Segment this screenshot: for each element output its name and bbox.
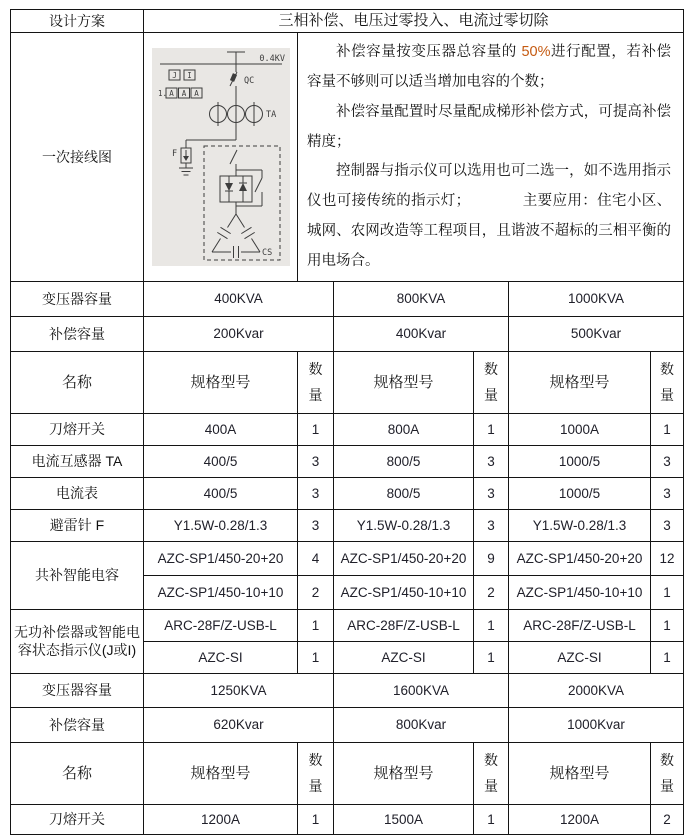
- qty-cell: 3: [651, 477, 684, 509]
- row-label: 无功补偿器或智能电容状态指示仪(J或I): [11, 609, 144, 673]
- spec-cell: ARC-28F/Z-USB-L: [334, 609, 474, 641]
- qty-cell: 12: [651, 541, 684, 575]
- name-header: 名称: [11, 742, 144, 804]
- qty-cell: 1: [298, 609, 334, 641]
- spec-cell: 400/5: [144, 477, 298, 509]
- note-highlight: 50%: [521, 44, 551, 60]
- qty-header-text: 数量: [660, 751, 675, 795]
- compensation-capacity-value: 800Kvar: [334, 707, 509, 742]
- row-label: 避雷针 F: [11, 509, 144, 541]
- qty-cell: 1: [474, 609, 509, 641]
- spec-header: 规格型号: [334, 742, 474, 804]
- table-row: [11, 10, 684, 33]
- name-header: 名称: [11, 351, 144, 413]
- spec-cell: AZC-SP1/450-20+20: [334, 541, 474, 575]
- qty-header: [651, 742, 684, 804]
- qty-cell: 1: [651, 413, 684, 445]
- spec-header: 规格型号: [509, 742, 651, 804]
- spec-cell: 800/5: [334, 445, 474, 477]
- ta-label: TA: [265, 109, 276, 120]
- table-row: [11, 281, 684, 316]
- spec-cell: 1500A: [334, 804, 474, 834]
- spec-cell: 800/5: [334, 477, 474, 509]
- capacitor-cabinet-icon: [204, 146, 280, 260]
- compensation-capacity-value: 400Kvar: [334, 316, 509, 351]
- qty-header-text: 数量: [308, 751, 323, 795]
- spec-cell: ARC-28F/Z-USB-L: [144, 609, 298, 641]
- note-text: 控制器与指示仪可以选用也可二选一，如不选用指示仪也可接传统的指示灯；: [307, 163, 672, 210]
- qty-cell: 1: [651, 609, 684, 641]
- table-row: [11, 707, 684, 742]
- transformer-capacity-label: 变压器容量: [11, 281, 144, 316]
- spec-header: 规格型号: [334, 351, 474, 413]
- row-label: 共补智能电容: [11, 541, 144, 609]
- note-text: 主要应用：住宅小区、城网、农网改造等工程项目，且谐波不超标的三相平衡的用电场合。: [307, 193, 672, 270]
- table-row: [11, 609, 684, 641]
- table-row: [11, 477, 684, 509]
- single-line-diagram: [152, 48, 290, 266]
- qty-cell: 3: [474, 445, 509, 477]
- qty-cell: 2: [298, 575, 334, 609]
- cs-label: CS: [261, 247, 272, 258]
- indicator-j-label: J: [171, 70, 177, 80]
- transformer-capacity-value: 1600KVA: [334, 673, 509, 707]
- qty-header: [651, 351, 684, 413]
- table-row: [11, 413, 684, 445]
- voltage-label: 0.4KV: [258, 53, 285, 64]
- qty-cell: 1: [298, 641, 334, 673]
- qty-header: [474, 742, 509, 804]
- notes-cell: [298, 33, 684, 282]
- qty-cell: 4: [298, 541, 334, 575]
- spec-cell: AZC-SI: [509, 641, 651, 673]
- meter-prefix-label: 1.: [157, 88, 167, 98]
- qty-cell: 9: [474, 541, 509, 575]
- qty-cell: 2: [474, 575, 509, 609]
- spec-cell: AZC-SP1/450-10+10: [144, 575, 298, 609]
- qty-cell: 3: [651, 445, 684, 477]
- transformer-capacity-value: 1250KVA: [144, 673, 334, 707]
- note-paragraph: 补偿容量配置时尽量配成梯形补偿方式，可提高补偿精度；: [307, 103, 672, 150]
- spec-cell: 400A: [144, 413, 298, 445]
- qty-cell: 1: [474, 804, 509, 834]
- spec-cell: AZC-SP1/450-10+10: [334, 575, 474, 609]
- qty-cell: 1: [651, 641, 684, 673]
- wiring-diagram-cell: [144, 33, 298, 282]
- qty-header-text: 数量: [660, 360, 675, 404]
- row-label: 电流表: [11, 477, 144, 509]
- qty-cell: 3: [474, 509, 509, 541]
- qty-cell: 3: [651, 509, 684, 541]
- transformer-capacity-value: 1000KVA: [509, 281, 684, 316]
- table-row: [11, 673, 684, 707]
- qty-cell: 2: [651, 804, 684, 834]
- ammeter-label: A: [168, 88, 174, 98]
- ammeter-label: A: [193, 88, 199, 98]
- qty-cell: 1: [474, 641, 509, 673]
- qty-cell: 1: [298, 804, 334, 834]
- spec-cell: 1000/5: [509, 445, 651, 477]
- design-scheme-label: 设计方案: [11, 10, 144, 33]
- note-gap: [463, 193, 523, 209]
- wiring-diagram-label: 一次接线图: [11, 33, 144, 282]
- table-row: [11, 804, 684, 834]
- qty-header: [298, 742, 334, 804]
- spec-header: 规格型号: [144, 742, 298, 804]
- column-header-row: [11, 742, 684, 804]
- qc-fuse-switch-icon: [230, 64, 237, 140]
- note-text: 补偿容量按变压器总容量的: [336, 44, 522, 60]
- qty-header-text: 数量: [484, 360, 498, 404]
- table-row: [11, 316, 684, 351]
- spec-cell: AZC-SP1/450-10+10: [509, 575, 651, 609]
- specification-table: [10, 9, 684, 835]
- row-label: 电流互感器 TA: [11, 445, 144, 477]
- qty-header: [298, 351, 334, 413]
- qty-cell: 3: [298, 509, 334, 541]
- qty-cell: 3: [298, 477, 334, 509]
- spec-cell: Y1.5W-0.28/1.3: [509, 509, 651, 541]
- qty-cell: 3: [474, 477, 509, 509]
- transformer-capacity-value: 400KVA: [144, 281, 334, 316]
- spec-cell: Y1.5W-0.28/1.3: [334, 509, 474, 541]
- spec-cell: AZC-SI: [144, 641, 298, 673]
- row-label: 刀熔开关: [11, 413, 144, 445]
- qty-header-text: 数量: [308, 360, 323, 404]
- row-label: 刀熔开关: [11, 804, 144, 834]
- spec-cell: AZC-SP1/450-20+20: [144, 541, 298, 575]
- compensation-capacity-value: 500Kvar: [509, 316, 684, 351]
- spec-cell: AZC-SP1/450-20+20: [509, 541, 651, 575]
- qty-cell: 1: [298, 413, 334, 445]
- note-paragraph: [307, 157, 671, 276]
- transformer-capacity-value: 800KVA: [334, 281, 509, 316]
- spec-cell: 800A: [334, 413, 474, 445]
- spec-cell: 1200A: [509, 804, 651, 834]
- qty-cell: 1: [651, 575, 684, 609]
- column-header-row: [11, 351, 684, 413]
- compensation-capacity-label: 补偿容量: [11, 316, 144, 351]
- compensation-capacity-value: 620Kvar: [144, 707, 334, 742]
- spec-header: 规格型号: [509, 351, 651, 413]
- spec-cell: Y1.5W-0.28/1.3: [144, 509, 298, 541]
- qc-label: QC: [243, 75, 254, 86]
- ammeter-label: A: [181, 88, 186, 98]
- qty-cell: 3: [298, 445, 334, 477]
- note-text: 进行配置，若补偿容量不够则可以适当增加电容的个数；: [307, 44, 672, 90]
- spec-cell: AZC-SI: [334, 641, 474, 673]
- qty-header-text: 数量: [484, 751, 498, 795]
- qty-cell: 1: [474, 413, 509, 445]
- compensation-capacity-label: 补偿容量: [11, 707, 144, 742]
- design-scheme-value: 三相补偿、电压过零投入、电流过零切除: [144, 10, 684, 33]
- spec-cell: ARC-28F/Z-USB-L: [509, 609, 651, 641]
- spec-cell: 400/5: [144, 445, 298, 477]
- compensation-capacity-value: 1000Kvar: [509, 707, 684, 742]
- transformer-capacity-label: 变压器容量: [11, 673, 144, 707]
- surge-arrester-icon: [179, 140, 236, 175]
- compensation-capacity-value: 200Kvar: [144, 316, 334, 351]
- arrester-label: F: [171, 148, 177, 159]
- table-row: [11, 33, 684, 282]
- transformer-capacity-value: 2000KVA: [509, 673, 684, 707]
- indicator-i-label: I: [186, 70, 192, 80]
- spec-header: 规格型号: [144, 351, 298, 413]
- table-row: [11, 541, 684, 575]
- spec-cell: 1200A: [144, 804, 298, 834]
- qty-header: [474, 351, 509, 413]
- table-row: [11, 445, 684, 477]
- table-row: [11, 509, 684, 541]
- note-paragraph: [307, 38, 671, 98]
- spec-cell: 1000A: [509, 413, 651, 445]
- spec-cell: 1000/5: [509, 477, 651, 509]
